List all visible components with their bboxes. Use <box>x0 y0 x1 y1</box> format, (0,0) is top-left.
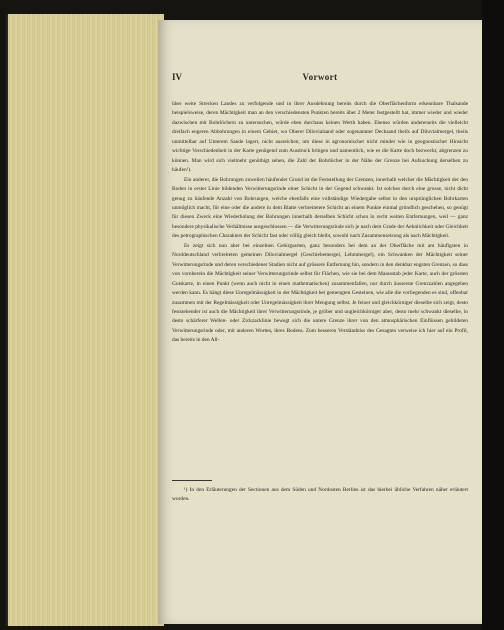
paragraph: Ein anderer, die Bohrungen zuweilen häufender Grund ist die Feststellung der Grenzen, innerhalb welcher die Mächtigkeit der den Boden in erster Linie bildenden Verwitterungsrinde einer Schicht in der Gegend schwankt. Ist solches durch eine grosse, nicht dicht genug zu häufende Anzahl von Bohrungen, welche ebenfalls eine vollständige Wiedergabe selbst in den ursprünglichen Bohrkarten unmöglich macht, für eine oder die andere in dem Blatte verbreitetere Schicht an einem Punkte einmal gründlich geschehen, so genügt für diesen Zweck eine Wiederholung der Bohrungen innerhalb derselben Schicht schon in recht weiten Entfernungen, weil — ganz besondere physikalische Verhältnisse ausgeschlossen — die Verwitterungsrinde sich je nach dem Grade der Aehnlichkeit oder Gleichheit des petrographischen Charakters der Schicht fast oder völlig gleich bleibt, sowohl nach Zusammensetzung als nach Mächtigkeit. <box>172 176 468 240</box>
body-text <box>172 100 468 346</box>
scan-border <box>482 0 504 630</box>
running-title: Vorwort <box>302 72 338 82</box>
paragraph: Es zeigt sich nun aber bei einzelnen Gebirgsarten, ganz besonders bei dem an der Oberfläche mit am häufigsten in Norddeutschland verbreiteten gemeinen Diluvialmergel (Geschiebemergel, Lehmmergel), ein Schwanken der Mächtigkeit seiner Verwitterungsrinde und deren verschiedener Stadien nicht auf grössere Entfernung hin, sondern in den denkbar engsten Grenzen, so dass von vornherein die Mächtigkeit seiner Verwitterungsrinde selbst für Flächen, wie sie bei dem Maassstab jeder Karte, auch der grössten Gutskarte, in einen Punkt (wenn auch nicht in einen mathematischen) zusammenfallen, nur durch äusserste Grenzzahlen angegeben werden kann. Es hängt diese Unregelmässigkeit in der Mächtigkeit bei gemengten Gesteinen, wie alle die vorliegenden es sind, offenbar zusammen mit der Regelmässigkeit oder Unregelmässigkeit ihrer Mengung selbst. Je feiner und gleichkörniger dieselbe sich zeigt, desto feststehender ist auch die Mächtigkeit ihrer Verwitterungsrinde, je gröber und ungleichkörniger aber, desto mehr schwankt dieselbe, in desto schärferer Wellen- oder Zickzacklinie bewegt sich die untere Grenze ihrer von den atmosphärischen Einflüssen gebildeten Verwitterungsrinde oder, mit anderen Worten, ihres Bodens. Zum besseren Verständniss des Gesagten verweise ich hier auf ein Profil, das bereits in den All- <box>172 242 468 344</box>
paragraph: über weite Strecken Landes zu verfolgende und in ihrer Ausdehnung bereits durch die Oberflächenform erkennbare Thalsande beispielsweise, deren Mächtigkeit man an den verschiedensten Punkten bereits über 2 Meter festgestellt hat, immer wieder und wieder dazwischen mit Bohrlöchern zu untersuchen, würde eben durchaus keinen Werth haben. Ebenso würden andererseits die vielleicht dreifach engeren Abbohrungen in einem Gebiet, wo Oberer Diluvialsand oder sogenannter Decksand theils auf Diluvialmergel, theils unmittelbar auf Unterem Sande lagert, nicht ausreichen, um diese in agronomischer nicht minder wie in geognostischer Hinsicht wichtige Verschiedenheit in der Karte genügend zum Ausdruck bringen und namentlich, wie es die Karte doch bezweckt, abgrenzen zu können. Man wird sich vielmehr genöthigt sehen, die Zahl der Bohrlöcher in der Nähe der Grenze bei Aufsuchung derselben zu häufen¹). <box>172 101 468 174</box>
footnote-divider <box>172 480 212 481</box>
footnote: ¹) In den Erläuterungen der Sectionen aus dem Süden und Nordosten Berlins ist das hierbei übliche Verfahren näher erläutert worden. <box>172 487 468 502</box>
page-header <box>172 72 468 86</box>
book-page-edges <box>6 14 164 626</box>
book-page <box>158 20 482 624</box>
page-number: IV <box>172 72 183 82</box>
